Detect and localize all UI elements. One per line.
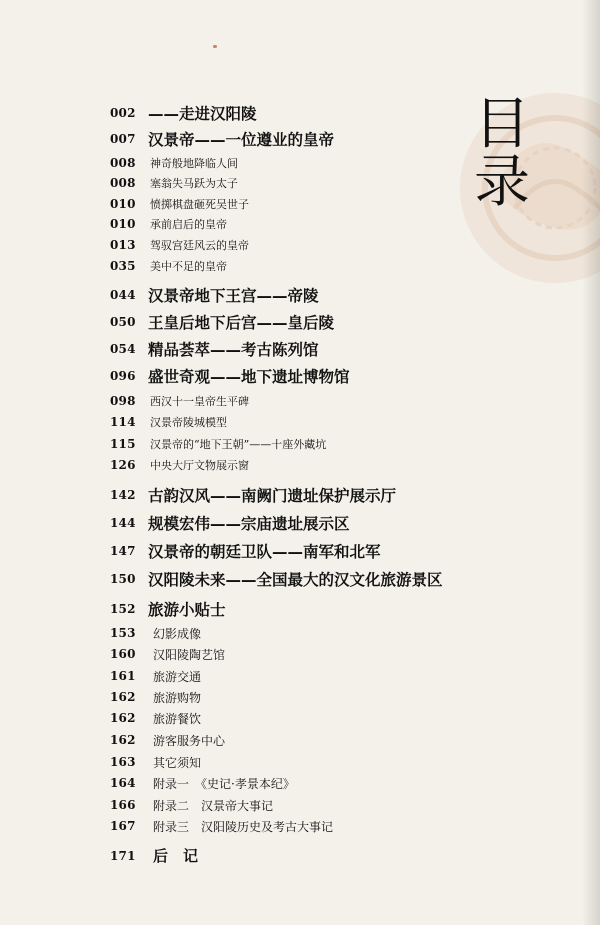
toc-page-number: 153: [110, 626, 136, 640]
page-title: [474, 92, 530, 215]
toc-entry-title: 汉景帝陵城模型: [150, 416, 227, 429]
toc-page-number: 007: [110, 132, 136, 146]
toc-entry-title: 汉景帝——一位遵业的皇帝: [148, 131, 335, 149]
toc-page-number: 161: [110, 669, 136, 683]
toc-entry-title: 汉阳陵未来——全国最大的汉文化旅游景区: [148, 571, 443, 589]
toc-entry-title: ——走进汉阳陵: [148, 105, 257, 123]
toc-page-number: 144: [110, 516, 136, 530]
toc-page-number: 013: [110, 238, 136, 252]
toc-page-number: 160: [110, 647, 136, 661]
toc-entry-title: 塞翁失马跃为太子: [150, 177, 238, 190]
ink-mark: [213, 45, 217, 48]
toc-page-number: 126: [110, 458, 136, 472]
toc-entry-title: 愤掷棋盘砸死吴世子: [150, 198, 249, 211]
toc-entry-title: 汉景帝地下王宫——帝陵: [148, 287, 319, 305]
title-char-2: 录: [474, 150, 530, 215]
toc-page-number: 008: [110, 156, 136, 170]
toc-entry-title: 美中不足的皇帝: [150, 260, 227, 273]
toc-page-number: 096: [110, 369, 136, 383]
toc-page-number: 098: [110, 394, 136, 408]
toc-entry-title: 规模宏伟——宗庙遗址展示区: [148, 515, 350, 533]
toc-page-number: 162: [110, 733, 136, 747]
toc-page-number: 010: [110, 197, 136, 211]
toc-entry-title: 盛世奇观——地下遗址博物馆: [148, 368, 350, 386]
toc-entry-title: 王皇后地下后宫——皇后陵: [148, 314, 335, 332]
toc-page-number: 010: [110, 217, 136, 231]
toc-page-number: 002: [110, 106, 136, 120]
toc-page-number: 166: [110, 798, 136, 812]
toc-page-number: 115: [110, 437, 136, 451]
toc-page-number: 142: [110, 488, 136, 502]
toc-entry-title: 西汉十一皇帝生平碑: [150, 395, 249, 408]
toc-entry-title: 游客服务中心: [153, 734, 226, 748]
toc-entry-title: 精品荟萃——考古陈列馆: [148, 341, 319, 359]
toc-page-number: 054: [110, 342, 136, 356]
toc-page-number: 035: [110, 259, 136, 273]
toc-page-number: 152: [110, 602, 136, 616]
toc-entry-title: 旅游购物: [153, 691, 202, 705]
page-edge-shadow: [582, 0, 600, 925]
toc-page-number: 164: [110, 776, 136, 790]
toc-page-number: 162: [110, 711, 136, 725]
toc-entry-title: 旅游交通: [153, 670, 202, 684]
toc-entry-title: 其它须知: [153, 756, 202, 770]
toc-entry-title: 旅游餐饮: [153, 712, 202, 726]
toc-entry-title: 古韵汉风——南阙门遗址保护展示厅: [148, 487, 397, 505]
toc-page-number: 050: [110, 315, 136, 329]
toc-entry-title: 附录三 汉阳陵历史及考古大事记: [153, 820, 334, 834]
toc-entry-title: 旅游小贴士: [148, 601, 226, 619]
toc-entry-title: 中央大厅文物展示窗: [150, 459, 249, 472]
title-char-1: 目: [474, 92, 530, 157]
toc-page-number: 114: [110, 415, 136, 429]
toc-entry-title: 承前启后的皇帝: [150, 218, 227, 231]
toc-page-number: 044: [110, 288, 136, 302]
toc-page-number: 008: [110, 176, 136, 190]
toc-entry-title: 驾驭宫廷风云的皇帝: [150, 239, 249, 252]
toc-entry-title: 幻影成像: [153, 627, 202, 641]
toc-page-number: 163: [110, 755, 136, 769]
toc-page-number: 167: [110, 819, 136, 833]
toc-page-number: 171: [110, 849, 136, 863]
toc-page-number: 162: [110, 690, 136, 704]
toc-entry-title: 汉景帝的“地下王朝”——十座外藏坑: [150, 438, 327, 451]
toc-page-number: 150: [110, 572, 136, 586]
toc-entry-title: 汉阳陵陶艺馆: [153, 648, 226, 662]
toc-entry-title: 后 记: [153, 847, 199, 865]
toc-entry-title: 附录一 《史记·孝景本纪》: [153, 777, 295, 791]
toc-entry-title: 汉景帝的朝廷卫队——南军和北军: [148, 543, 381, 561]
toc-page-number: 147: [110, 544, 136, 558]
toc-entry-title: 神奇般地降临人间: [150, 157, 238, 170]
toc-entry-title: 附录二 汉景帝大事记: [153, 799, 274, 813]
